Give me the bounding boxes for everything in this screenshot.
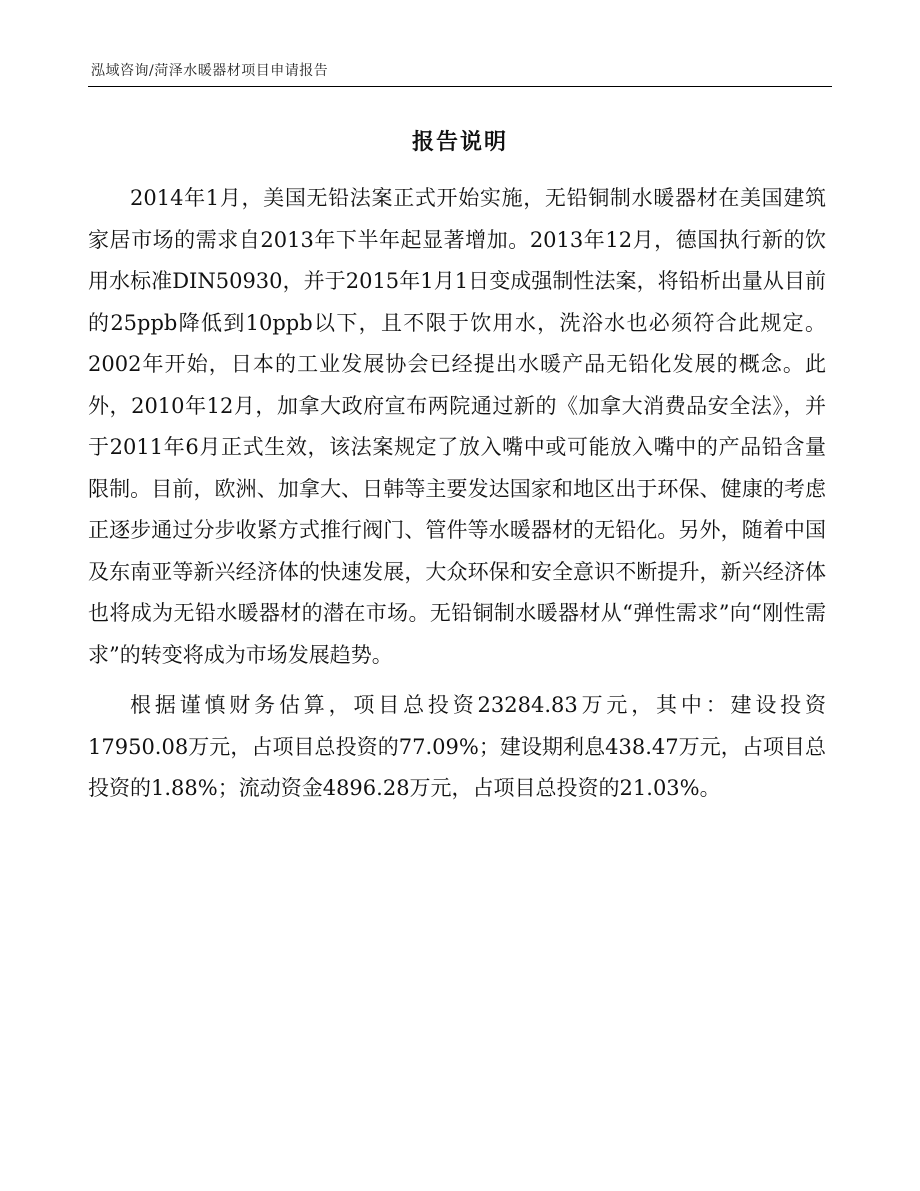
header-divider [88, 86, 832, 87]
page-header: 泓域咨询/菏泽水暖器材项目申请报告 [91, 63, 329, 79]
report-body [88, 178, 826, 810]
paragraph-background: 2014年1月，美国无铅法案正式开始实施，无铅铜制水暖器材在美国建筑家居市场的需求自2013年下半年起显著增加。2013年12月，德国执行新的饮用水标准DIN50930，并于2015年1月1日变成强制性法案，将铅析出量从目前的25ppb降低到10ppb以下，且不限于饮用水，洗浴水也必须符合此规定。2002年开始，日本的工业发展协会已经提出水暖产品无铅化发展的概念。此外，2010年12月，加拿大政府宣布两院通过新的《加拿大消费品安全法》，并于2011年6月正式生效，该法案规定了放入嘴中或可能放入嘴中的产品铅含量限制。目前，欧洲、加拿大、日韩等主要发达国家和地区出于环保、健康的考虑正逐步通过分步收紧方式推行阀门、管件等水暖器材的无铅化。另外，随着中国及东南亚等新兴经济体的快速发展，大众环保和安全意识不断提升，新兴经济体也将成为无铅水暖器材的潜在市场。无铅铜制水暖器材从“弹性需求”向“刚性需求”的转变将成为市场发展趋势。 [88, 186, 826, 667]
paragraph-investment: 根据谨慎财务估算，项目总投资23284.83万元，其中：建设投资17950.08万元，占项目总投资的77.09%；建设期利息438.47万元，占项目总投资的1.88%；流动资金4896.28万元，占项目总投资的21.03%。 [88, 693, 826, 800]
page-title: 报告说明 [411, 129, 508, 155]
